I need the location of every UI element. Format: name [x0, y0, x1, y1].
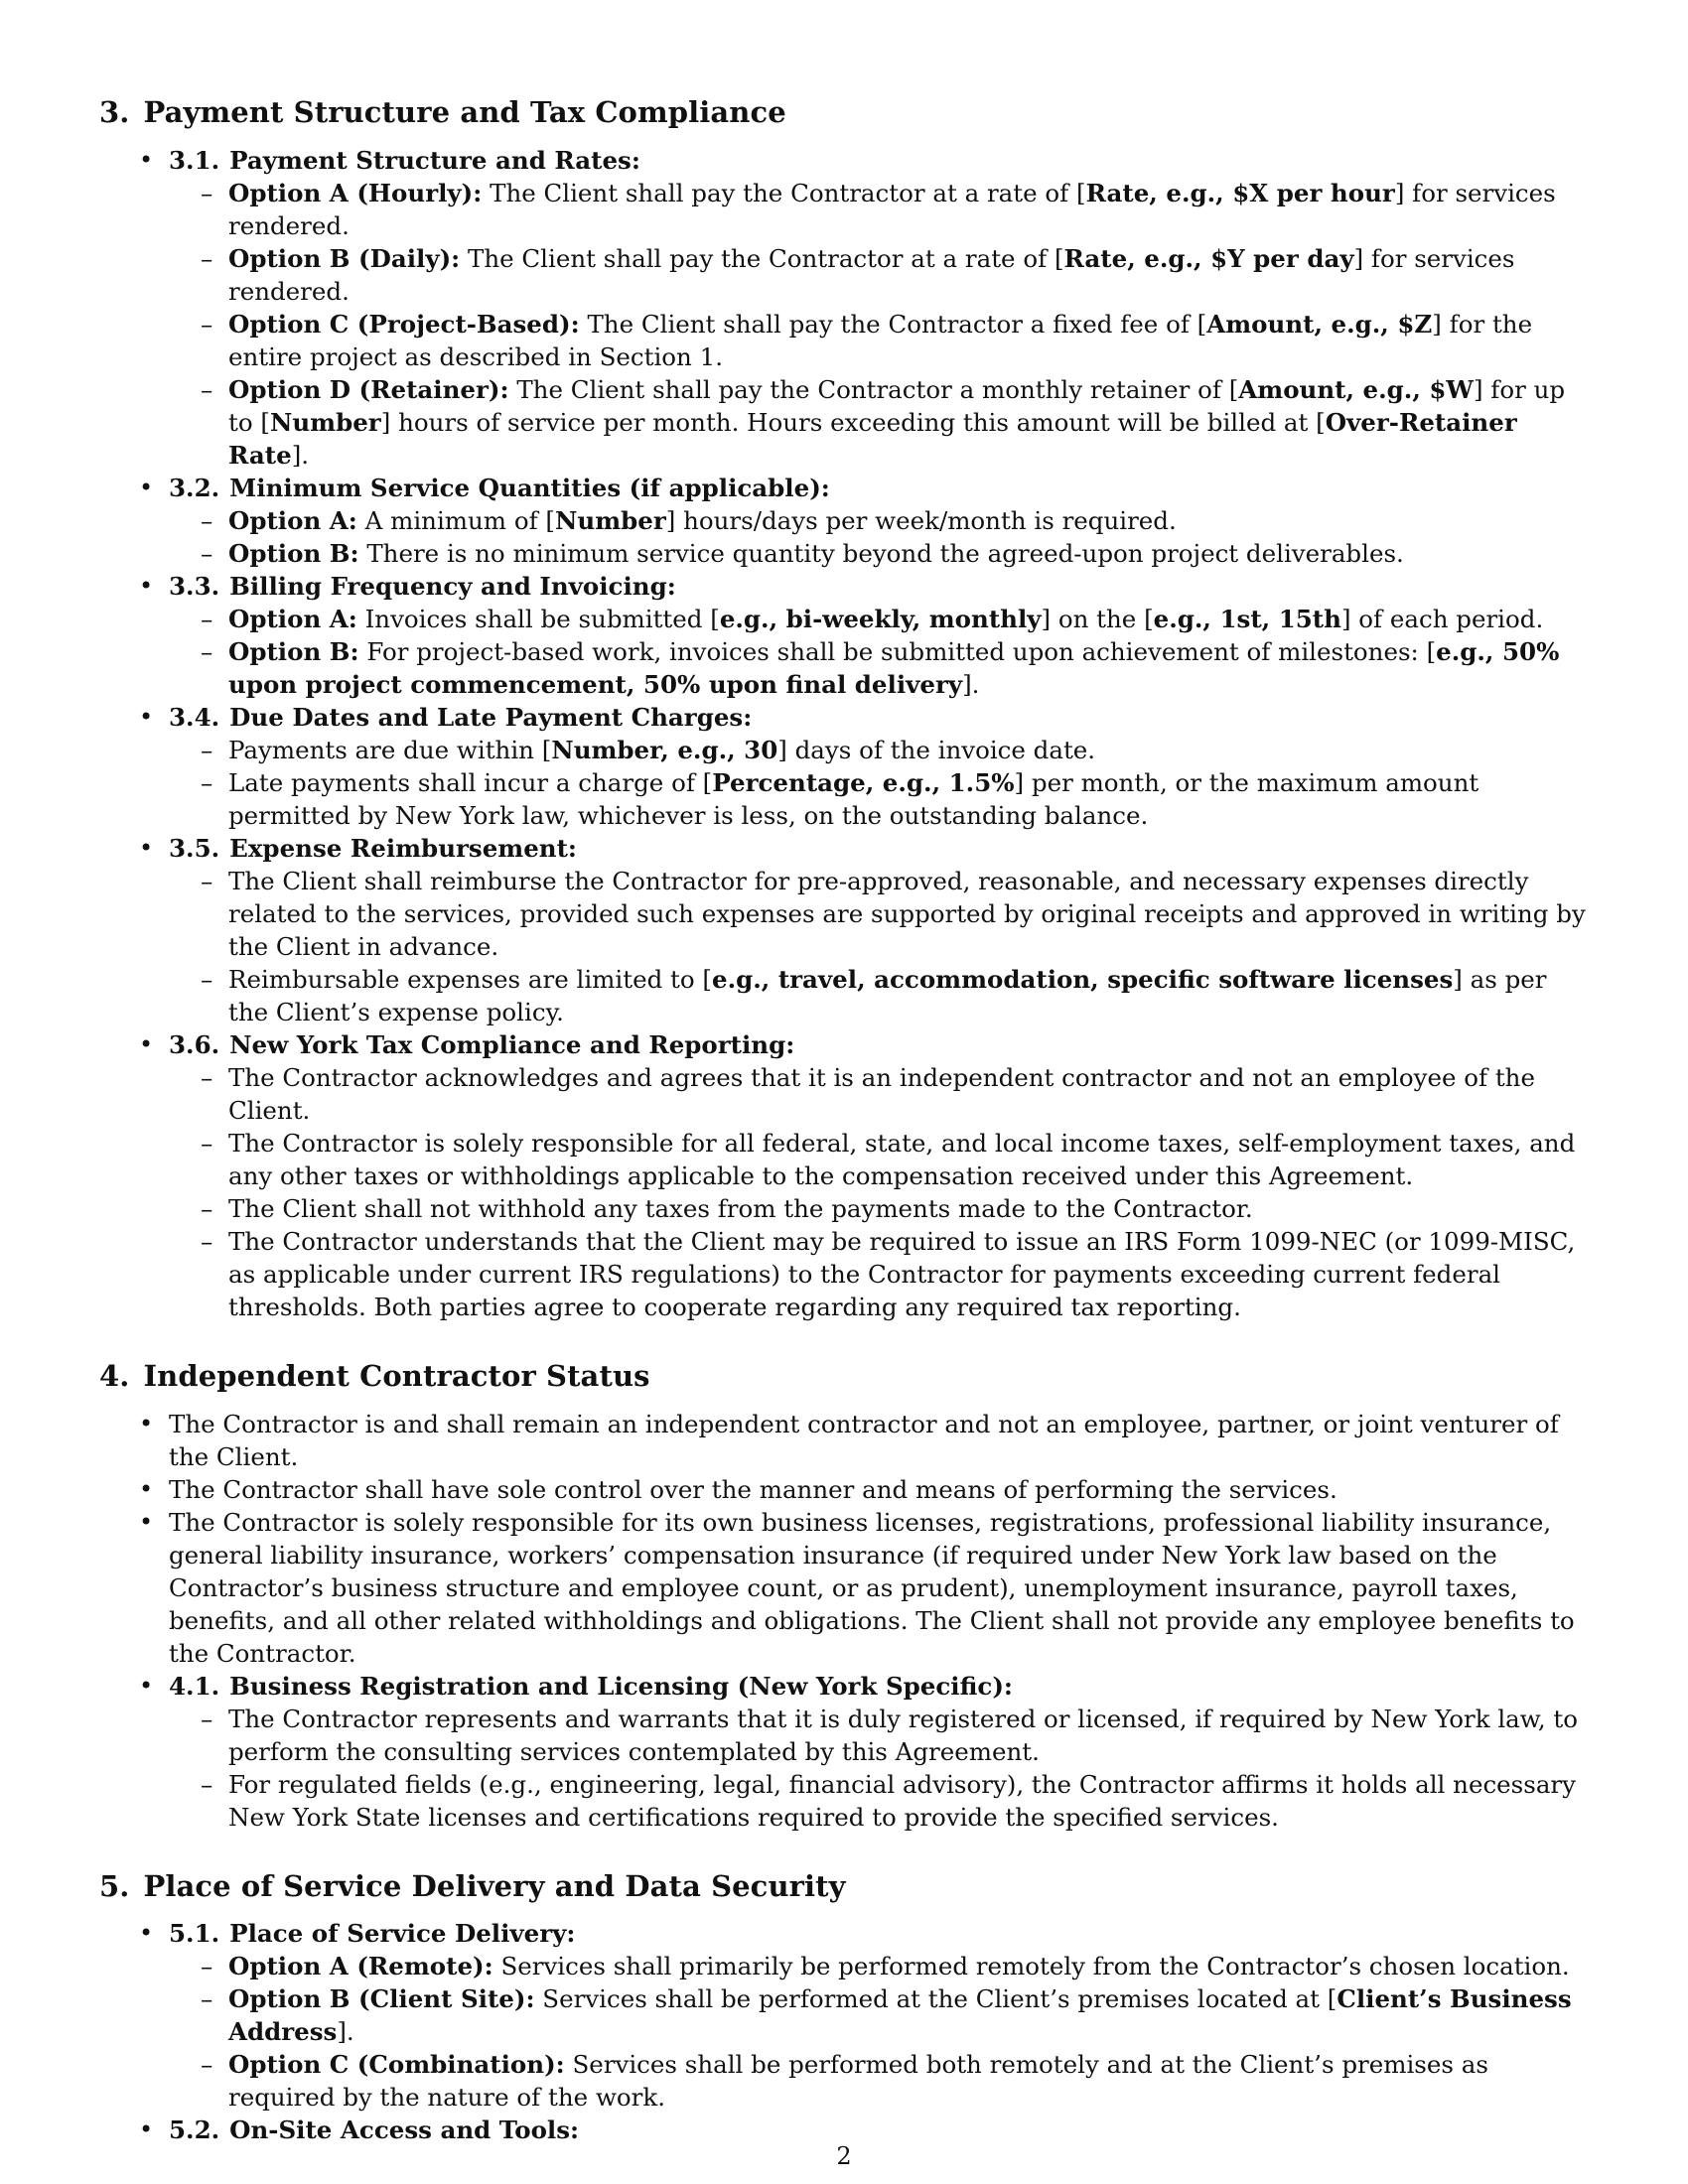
clause-3-4: • 3.4. Due Dates and Late Payment Charges: – Payments are due within [Number, e.g., 30] days of the invoice date. – Late payments shall incur a charge of [Percentage, e.g., 1.5%] per month, or the maximum amount permitted by New York law, whichever is less, on the outstanding balance.	[99, 701, 1589, 832]
option-item: – Option C (Combination): Services shall be performed both remotely and at the Client’s premises as required by the nature of the work.	[169, 2048, 1589, 2114]
option-item: – Option B: For project-based work, invoices shall be submitted upon achievement of milestones: [e.g., 50% upon project commencement, 50% upon final delivery].	[169, 635, 1589, 701]
sub-item: – Reimbursable expenses are limited to [e.g., travel, accommodation, specific software licenses] as per the Client’s expense policy.	[169, 963, 1589, 1028]
section-3	[99, 95, 1589, 1323]
clause-3-6: • 3.6. New York Tax Compliance and Reporting: – The Contractor acknowledges and agrees that it is an independent contractor and not an employee of the Client. – The Contractor is solely responsible for all federal, state, and local income taxes, self-employment taxes, and any other taxes or withholdings applicable to the compensation received under this Agreement. – The Client shall not withhold any taxes from the payments made to the Contractor. – The Contractor understands that the Client may be required to issue an IRS Form 1099-NEC (or 1099-MISC, as applicable under current IRS regulations) to the Contractor for payments exceeding current federal thresholds. Both parties agree to cooperate regarding any required tax reporting.	[99, 1028, 1589, 1323]
clause-5-1: • 5.1. Place of Service Delivery: – Option A (Remote): Services shall primarily be performed remotely from the Contractor’s chosen location. – Option B (Client Site): Services shall be performed at the Client’s premises located at [Client’s Business Address]. – Option C (Combination): Services shall be performed both remotely and at the Client’s premises as required by the nature of the work.	[99, 1917, 1589, 2114]
clause-3-3: • 3.3. Billing Frequency and Invoicing: – Option A: Invoices shall be submitted [e.g., bi-weekly, monthly] on the [e.g., 1st, 15th] of each period. – Option B: For project-based work, invoices shall be submitted upon achievement of milestones: [e.g., 50% upon project commencement, 50% upon final delivery].	[99, 570, 1589, 701]
sub-item: – The Contractor understands that the Client may be required to issue an IRS Form 1099-NEC (or 1099-MISC, as applicable under current IRS regulations) to the Contractor for payments exceeding current federal thresholds. Both parties agree to cooperate regarding any required tax reporting.	[169, 1225, 1589, 1323]
sub-item: – The Client shall not withhold any taxes from the payments made to the Contractor.	[169, 1192, 1589, 1225]
sub-item: – Late payments shall incur a charge of [Percentage, e.g., 1.5%] per month, or the maximum amount permitted by New York law, whichever is less, on the outstanding balance.	[169, 766, 1589, 832]
option-item: – Option C (Project-Based): The Client shall pay the Contractor a fixed fee of [Amount, e.g., $Z] for the entire project as described in Section 1.	[169, 308, 1589, 373]
option-item: – Option A: Invoices shall be submitted [e.g., bi-weekly, monthly] on the [e.g., 1st, 15th] of each period.	[169, 603, 1589, 635]
section-4	[99, 1359, 1589, 1834]
clause-3-1: • 3.1. Payment Structure and Rates: – Option A (Hourly): The Client shall pay the Contractor at a rate of [Rate, e.g., $X per hour] for services rendered. – Option B (Daily): The Client shall pay the Contractor at a rate of [Rate, e.g., $Y per day] for services rendered. – Option C (Project-Based): The Client shall pay the Contractor a fixed fee of [Amount, e.g., $Z] for the entire project as described in Section 1. – Option D (Retainer): The Client shall pay the Contractor a monthly retainer of [Amount, e.g., $W] for up to [Number] hours of service per month. Hours exceeding this amount will be billed at [Over-Retainer Rate].	[99, 144, 1589, 472]
option-item: – Option A (Hourly): The Client shall pay the Contractor at a rate of [Rate, e.g., $X per hour] for services rendered.	[169, 177, 1589, 242]
sub-item: – The Contractor represents and warrants that it is duly registered or licensed, if required by New York law, to perform the consulting services contemplated by this Agreement.	[169, 1703, 1589, 1768]
option-item: – Option B (Client Site): Services shall be performed at the Client’s premises located at [Client’s Business Address].	[169, 1982, 1589, 2048]
section-heading: 4. Independent Contractor Status	[99, 1358, 650, 1393]
document-page	[99, 95, 1589, 2182]
option-item: – Option D (Retainer): The Client shall pay the Contractor a monthly retainer of [Amount, e.g., $W] for up to [Number] hours of service per month. Hours exceeding this amount will be billed at [Over-Retainer Rate].	[169, 373, 1589, 472]
option-item: – Option A (Remote): Services shall primarily be performed remotely from the Contractor’s chosen location.	[169, 1950, 1589, 1982]
page-number: 2	[836, 2142, 852, 2170]
clause-3-2: • 3.2. Minimum Service Quantities (if applicable): – Option A: A minimum of [Number] hours/days per week/month is required. – Option B: There is no minimum service quantity beyond the agreed-upon project deliverables.	[99, 472, 1589, 570]
sub-item: – Payments are due within [Number, e.g., 30] days of the invoice date.	[169, 734, 1589, 766]
option-item: – Option B (Daily): The Client shall pay the Contractor at a rate of [Rate, e.g., $Y per day] for services rendered.	[169, 242, 1589, 308]
bullet-item: • The Contractor is and shall remain an independent contractor and not an employee, partner, or joint venturer of the Client.	[99, 1408, 1589, 1473]
sub-item: – The Client shall reimburse the Contractor for pre-approved, reasonable, and necessary expenses directly related to the services, provided such expenses are supported by original receipts and approved in writing by the Client in advance.	[169, 865, 1589, 963]
clause-5-2: • 5.2. On-Site Access and Tools:	[99, 2114, 1589, 2146]
option-item: – Option B: There is no minimum service quantity beyond the agreed-upon project deliverables.	[169, 537, 1589, 570]
sub-item: – The Contractor is solely responsible for all federal, state, and local income taxes, self-employment taxes, and any other taxes or withholdings applicable to the compensation received under this Agreement.	[169, 1127, 1589, 1192]
section-5	[99, 1869, 1589, 2147]
clause-3-5: • 3.5. Expense Reimbursement: – The Client shall reimburse the Contractor for pre-approved, reasonable, and necessary expenses directly related to the services, provided such expenses are supported by original receipts and approved in writing by the Client in advance. – Reimbursable expenses are limited to [e.g., travel, accommodation, specific software licenses] as per the Client’s expense policy.	[99, 832, 1589, 1028]
sub-item: – The Contractor acknowledges and agrees that it is an independent contractor and not an employee of the Client.	[169, 1061, 1589, 1127]
bullet-item: • The Contractor is solely responsible for its own business licenses, registrations, professional liability insurance, general liability insurance, workers’ compensation insurance (if required under New York law based on the Contractor’s business structure and employee count, or as prudent), unemployment insurance, payroll taxes, benefits, and all other related withholdings and obligations. The Client shall not provide any employee benefits to the Contractor.	[99, 1506, 1589, 1670]
bullet-item: • The Contractor shall have sole control over the manner and means of performing the services.	[99, 1473, 1589, 1506]
clause-4-1: • 4.1. Business Registration and Licensing (New York Specific): – The Contractor represents and warrants that it is duly registered or licensed, if required by New York law, to perform the consulting services contemplated by this Agreement. – For regulated fields (e.g., engineering, legal, financial advisory), the Contractor affirms it holds all necessary New York State licenses and certifications required to provide the specified services.	[99, 1670, 1589, 1834]
option-item: – Option A: A minimum of [Number] hours/days per week/month is required.	[169, 504, 1589, 537]
section-heading: 3. Payment Structure and Tax Compliance	[99, 95, 786, 129]
sub-item: – For regulated fields (e.g., engineering, legal, financial advisory), the Contractor affirms it holds all necessary New York State licenses and certifications required to provide the specified services.	[169, 1768, 1589, 1834]
section-heading: 5. Place of Service Delivery and Data Security	[99, 1868, 846, 1903]
